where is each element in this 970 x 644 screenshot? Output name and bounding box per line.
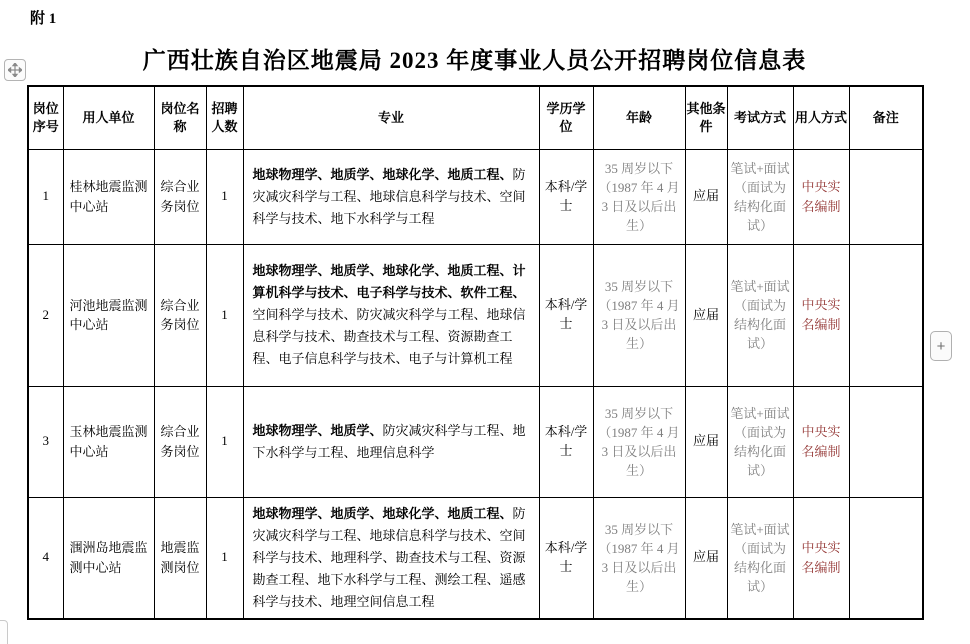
cell-employer[interactable]: 桂林地震监测中心站 bbox=[63, 149, 154, 244]
cell-other[interactable]: 应届 bbox=[685, 244, 727, 386]
table-move-handle[interactable] bbox=[4, 59, 26, 81]
cell-age[interactable]: 35 周岁以下（1987 年 4 月 3 日及以后出生） bbox=[593, 497, 685, 619]
recruitment-table bbox=[27, 85, 924, 620]
table-row bbox=[28, 386, 923, 497]
cell-other[interactable]: 应届 bbox=[685, 386, 727, 497]
attachment-label: 附 1 bbox=[30, 11, 57, 27]
cell-seq[interactable]: 1 bbox=[28, 149, 63, 244]
table-row bbox=[28, 244, 923, 386]
major-rest-text: 防灾减灾科学与工程、地球信息科学与技术、空间科学与技术、地下水科学与工程 bbox=[252, 166, 526, 226]
cell-count[interactable]: 1 bbox=[206, 149, 243, 244]
cell-seq[interactable]: 3 bbox=[28, 386, 63, 497]
cell-remark[interactable] bbox=[849, 386, 923, 497]
major-bold-text: 地球物理学、地质学、 bbox=[252, 422, 383, 438]
major-rest-text: 空间科学与技术、防灾减灾科学与工程、地球信息科学与技术、勘查技术与工程、资源勘查工程、电子信息科学与技术、电子与计算机工程 bbox=[252, 307, 526, 366]
cell-count[interactable]: 1 bbox=[206, 244, 243, 386]
cell-employer[interactable]: 涠洲岛地震监测中心站 bbox=[63, 497, 154, 619]
cell-position[interactable]: 地震监测岗位 bbox=[154, 497, 206, 619]
table-header-row bbox=[28, 86, 923, 149]
cell-degree[interactable]: 本科/学士 bbox=[539, 149, 593, 244]
cell-employment[interactable]: 中央实名编制 bbox=[793, 497, 849, 619]
cell-employment[interactable]: 中央实名编制 bbox=[793, 149, 849, 244]
cell-employment[interactable]: 中央实名编制 bbox=[793, 386, 849, 497]
cell-seq[interactable]: 2 bbox=[28, 244, 63, 386]
insert-button[interactable] bbox=[930, 331, 952, 361]
cell-other[interactable]: 应届 bbox=[685, 149, 727, 244]
cell-remark[interactable] bbox=[849, 497, 923, 619]
cell-age[interactable]: 35 周岁以下（1987 年 4 月 3 日及以后出生） bbox=[593, 386, 685, 497]
cell-employer[interactable]: 河池地震监测中心站 bbox=[63, 244, 154, 386]
cell-age[interactable]: 35 周岁以下（1987 年 4 月 3 日及以后出生） bbox=[593, 149, 685, 244]
cell-major[interactable] bbox=[243, 386, 539, 497]
major-bold-text: 地球物理学、地质学、地球化学、地质工程、计算机科学与技术、电子科学与技术、软件工程、 bbox=[252, 263, 526, 300]
col-header-seq: 岗位序号 bbox=[28, 86, 63, 149]
cell-exam[interactable]: 笔试+面试（面试为结构化面试） bbox=[727, 497, 793, 619]
col-header-major: 专业 bbox=[243, 86, 539, 149]
cell-count[interactable]: 1 bbox=[206, 497, 243, 619]
cell-exam[interactable]: 笔试+面试（面试为结构化面试） bbox=[727, 244, 793, 386]
cell-exam[interactable]: 笔试+面试（面试为结构化面试） bbox=[727, 386, 793, 497]
cell-exam[interactable]: 笔试+面试（面试为结构化面试） bbox=[727, 149, 793, 244]
table-row bbox=[28, 497, 923, 619]
major-rest-text: 防灾减灾科学与工程、地下水科学与工程、地理信息科学 bbox=[252, 422, 526, 460]
cell-major[interactable] bbox=[243, 244, 539, 386]
col-header-exam: 考试方式 bbox=[727, 86, 793, 149]
cell-major[interactable] bbox=[243, 497, 539, 619]
col-header-count: 招聘人数 bbox=[206, 86, 243, 149]
page-title: 广西壮族自治区地震局 2023 年度事业人员公开招聘岗位信息表 bbox=[142, 48, 807, 73]
col-header-remark: 备注 bbox=[849, 86, 923, 149]
major-rest-text: 防灾减灾科学与工程、地球信息科学与技术、空间科学与技术、地理科学、勘查技术与工程、资源勘查工程、地下水科学与工程、测绘工程、遥感科学与技术、地理空间信息工程 bbox=[252, 505, 526, 609]
col-header-degree: 学历学位 bbox=[539, 86, 593, 149]
col-header-other: 其他条件 bbox=[685, 86, 727, 149]
cell-remark[interactable] bbox=[849, 244, 923, 386]
cell-degree[interactable]: 本科/学士 bbox=[539, 386, 593, 497]
table-row bbox=[28, 149, 923, 244]
cell-major[interactable] bbox=[243, 149, 539, 244]
cell-position[interactable]: 综合业务岗位 bbox=[154, 149, 206, 244]
plus-icon: + bbox=[936, 337, 946, 355]
cell-count[interactable]: 1 bbox=[206, 386, 243, 497]
cell-employer[interactable]: 玉林地震监测中心站 bbox=[63, 386, 154, 497]
col-header-employment: 用人方式 bbox=[793, 86, 849, 149]
col-header-position: 岗位名称 bbox=[154, 86, 206, 149]
major-bold-text: 地球物理学、地质学、地球化学、地质工程、 bbox=[252, 505, 513, 521]
major-bold-text: 地球物理学、地质学、地球化学、地质工程、 bbox=[252, 166, 513, 182]
col-header-age: 年龄 bbox=[593, 86, 685, 149]
cell-employment[interactable]: 中央实名编制 bbox=[793, 244, 849, 386]
cell-position[interactable]: 综合业务岗位 bbox=[154, 386, 206, 497]
cell-age[interactable]: 35 周岁以下（1987 年 4 月 3 日及以后出生） bbox=[593, 244, 685, 386]
col-header-employer: 用人单位 bbox=[63, 86, 154, 149]
cell-position[interactable]: 综合业务岗位 bbox=[154, 244, 206, 386]
cell-remark[interactable] bbox=[849, 149, 923, 244]
cell-seq[interactable]: 4 bbox=[28, 497, 63, 619]
cell-other[interactable]: 应届 bbox=[685, 497, 727, 619]
partial-button-bottom-left[interactable] bbox=[0, 620, 8, 644]
cell-degree[interactable]: 本科/学士 bbox=[539, 497, 593, 619]
move-icon bbox=[8, 63, 22, 77]
cell-degree[interactable]: 本科/学士 bbox=[539, 244, 593, 386]
